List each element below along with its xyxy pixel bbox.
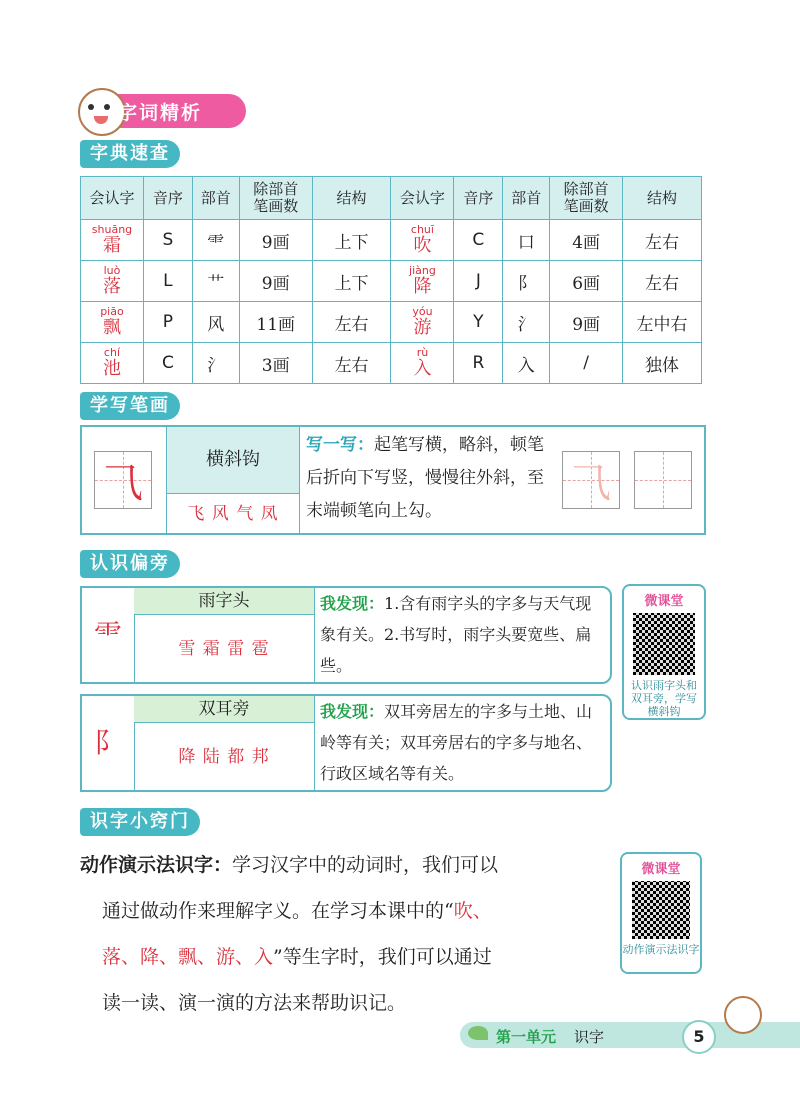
practice-grid-cell[interactable] <box>562 451 620 509</box>
initial-cell: C <box>143 343 192 384</box>
table-header: 结构 <box>623 177 702 220</box>
stroke-instruction <box>306 429 544 528</box>
micro-lesson-title: 微课堂 <box>644 594 684 609</box>
finding-text: 1.含有雨字头的字多与天气现象有关。2.书写时，雨字头要宽些、扁些。 <box>320 594 592 675</box>
page-title: 字词精析 <box>118 102 203 124</box>
radical-examples: 雪 霜 雷 雹 <box>178 639 270 659</box>
table-row <box>81 261 702 302</box>
initial-cell: J <box>454 261 503 302</box>
finding-label: 我发现： <box>320 594 385 613</box>
radical-finding <box>320 696 606 789</box>
stroke-glyph: ⺄ <box>103 460 143 507</box>
section-banner <box>78 88 248 132</box>
qr-code-icon[interactable] <box>633 613 695 675</box>
radical-glyph: 阝 <box>82 696 135 790</box>
char-cell: chuī 吹 <box>391 220 454 261</box>
radical-finding <box>320 588 606 681</box>
radical-cell: 阝 <box>503 261 550 302</box>
structure-cell: 独体 <box>623 343 702 384</box>
stroke-name-column <box>166 427 300 533</box>
stroke-count-cell: / <box>550 343 623 384</box>
table-header-row <box>81 177 702 220</box>
page-number: 5 <box>682 1020 716 1054</box>
trace-glyph: ⺄ <box>571 460 611 507</box>
radical-name: 雨字头 <box>134 588 314 615</box>
practice-grid-cell[interactable] <box>634 451 692 509</box>
initial-cell: C <box>454 220 503 261</box>
stroke-count-cell: 9画 <box>239 261 312 302</box>
stroke-name: 横斜钩 <box>167 427 299 494</box>
micro-lesson-card[interactable] <box>622 584 706 720</box>
micro-lesson-caption: 动作演示法识字 <box>622 943 700 956</box>
radical-name-column <box>134 696 315 790</box>
char-cell: jiàng 降 <box>391 261 454 302</box>
initial-cell: P <box>143 302 192 343</box>
structure-cell: 左右 <box>623 261 702 302</box>
radical-name: 双耳旁 <box>134 696 314 723</box>
section-title-stroke: 学写笔画 <box>80 392 180 420</box>
initial-cell: L <box>143 261 192 302</box>
initial-cell: S <box>143 220 192 261</box>
section-title-tips: 识字小窍门 <box>80 808 200 836</box>
leaf-icon <box>468 1026 488 1040</box>
table-row <box>81 220 702 261</box>
char-cell: chí 池 <box>81 343 144 384</box>
tips-line: 落、降、飘、游、入”等生字时，我们可以通过 <box>102 946 492 968</box>
structure-cell: 左右 <box>312 343 391 384</box>
section-title-dict: 字典速查 <box>80 140 180 168</box>
instruction-label: 写一写： <box>306 435 374 455</box>
micro-lesson-caption: 认识雨字头和双耳旁，学写横斜钩 <box>631 679 697 718</box>
structure-cell: 上下 <box>312 261 391 302</box>
char-cell: piāo 飘 <box>81 302 144 343</box>
stroke-count-cell: 6画 <box>550 261 623 302</box>
radical-cell: 风 <box>192 302 239 343</box>
dictionary-table <box>80 176 702 384</box>
stroke-panel <box>80 425 706 535</box>
stroke-examples: 飞 风 气 凤 <box>187 504 279 524</box>
initial-cell: Y <box>454 302 503 343</box>
footer-unit: 第一单元 <box>496 1028 557 1046</box>
section-title-radicals: 认识偏旁 <box>80 550 180 578</box>
radical-cell: ⻗ <box>192 220 239 261</box>
micro-lesson-card[interactable] <box>620 852 702 974</box>
footer-topic: 识字 <box>574 1028 605 1046</box>
micro-lesson-title: 微课堂 <box>641 862 681 877</box>
mascot-icon <box>724 996 762 1034</box>
table-header: 除部首 笔画数 <box>239 177 312 220</box>
structure-cell: 左右 <box>312 302 391 343</box>
char-cell: rù 入 <box>391 343 454 384</box>
tips-paragraph <box>80 842 610 1026</box>
structure-cell: 左中右 <box>623 302 702 343</box>
radical-examples: 降 陆 都 邦 <box>178 747 270 767</box>
instruction-text: 起笔写横，略斜，顿笔后折向下写竖，慢慢往外斜，至末端顿笔向上勾。 <box>306 435 544 521</box>
radical-cell: 口 <box>503 220 550 261</box>
table-row <box>81 302 702 343</box>
radical-cell: 入 <box>503 343 550 384</box>
table-header: 会认字 <box>391 177 454 220</box>
structure-cell: 上下 <box>312 220 391 261</box>
finding-text: 双耳旁居左的字多与土地、山岭等有关；双耳旁居右的字多与地名、行政区域名等有关。 <box>320 702 593 783</box>
table-header: 除部首 笔画数 <box>550 177 623 220</box>
char-cell: luò 落 <box>81 261 144 302</box>
structure-cell: 左右 <box>623 220 702 261</box>
stroke-count-cell: 3画 <box>239 343 312 384</box>
table-header: 部首 <box>503 177 550 220</box>
table-header: 结构 <box>312 177 391 220</box>
radical-card <box>80 586 612 684</box>
stroke-count-cell: 11画 <box>239 302 312 343</box>
radical-glyph: ⻗ <box>82 588 135 682</box>
stroke-count-cell: 4画 <box>550 220 623 261</box>
table-header: 音序 <box>143 177 192 220</box>
radical-cell: 氵 <box>192 343 239 384</box>
tips-line: 读一读、演一演的方法来帮助识记。 <box>102 992 407 1014</box>
radical-card <box>80 694 612 792</box>
table-header: 会认字 <box>81 177 144 220</box>
radical-cell: 氵 <box>503 302 550 343</box>
table-header: 部首 <box>192 177 239 220</box>
initial-cell: R <box>454 343 503 384</box>
radical-name-column <box>134 588 315 682</box>
stroke-count-cell: 9画 <box>239 220 312 261</box>
finding-label: 我发现： <box>320 702 385 721</box>
char-cell: shuāng 霜 <box>81 220 144 261</box>
stroke-count-cell: 9画 <box>550 302 623 343</box>
stroke-grid-cell <box>94 451 152 509</box>
tips-line: 通过做动作来理解字义。在学习本课中的“吹、 <box>102 900 492 922</box>
table-row <box>81 343 702 384</box>
tips-line: 动作演示法识字：学习汉字中的动词时，我们可以 <box>80 854 499 876</box>
qr-code-icon[interactable] <box>632 881 690 939</box>
tips-lead: 动作演示法识字： <box>80 854 233 876</box>
radical-cell: 艹 <box>192 261 239 302</box>
char-cell: yóu 游 <box>391 302 454 343</box>
table-header: 音序 <box>454 177 503 220</box>
